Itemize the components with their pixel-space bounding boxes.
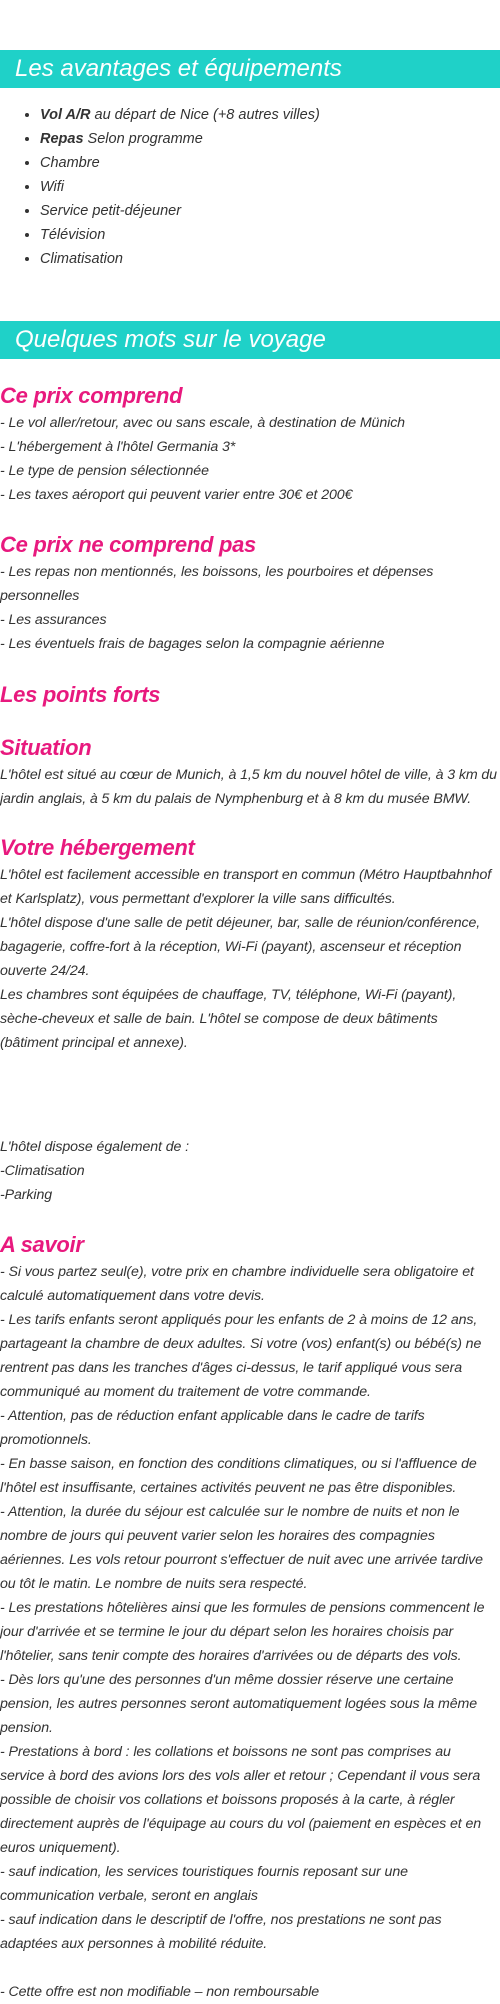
non-refundable-notice: - Cette offre est non modifiable – non remboursable (0, 1984, 320, 2000)
excludes-text: - Les repas non mentionnés, les boissons, les pourboires et dépenses personnelles - Les assurances - Les éventuels frais de bagages selon la compagnie aérienne (0, 564, 434, 652)
amenity-item: • Vol A/R au départ de Nice (+8 autres villes) (40, 103, 320, 127)
highlights-title: Les points forts (0, 682, 161, 707)
accommodation-extra-text: L'hôtel dispose également de : -Climatisation -Parking (0, 1139, 190, 1203)
equipment-heading: Les avantages et équipements (0, 50, 500, 88)
good-to-know-title: A savoir (0, 1232, 84, 1257)
good-to-know-text: - Si vous partez seul(e), votre prix en chambre individuelle sera obligatoire et calculé automatiquement dans votre devis. - Les tarifs enfants seront appliqués pour les enfants de 2 à moins de 12 ans, partageant la chambre de deux adultes. Si votre (vos) enfant(s) ou bébé(s) ne rentrent pas dans les tranches d'âges ci-dessus, le tarif appliqué vous sera communiqué au moment du traitement de votre commande. - Attention, pas de réduction enfant applicable dans le cadre de tarifs promotionnels. - En basse saison, en fonction des conditions climatiques, ou si l'affluence de l'hôtel est insuffisante, certaines activités peuvent ne pas être disponibles. - Attention, la durée du séjour est calculée sur le nombre de nuits et non le nombre de jours qui peuvent varier selon les horaires des compagnies aériennes. Les vols retour pourront s'effectuer de nuit avec une arrivée tardive ou tôt le matin. Le nombre de nuits sera respecté. - Les prestations hôtelières ainsi que les formules de pensions commencent le jour d'arrivée et se termine le jour du départ selon les horaires choisis par l'hôtelier, sans tenir compte des horaires d'arrivées ou de départs des vols. - Dès lors qu'une des personnes d'un même dossier réserve une certaine pension, les autres personnes seront automatiquement logées sous la même pension. - Prestations à bord : les collations et boissons ne sont pas comprises au service à bord des avions lors des vols aller et retour ; Cependant il vous sera possible de choisir vos collations et boissons proposés à la carte, à régler directement auprès de l'équipage au cours du vol (paiement en espèces et en euros uniquement). - sauf indication, les services touristiques fournis reposant sur une communication verbale, seront en anglais - sauf indication dans le descriptif de l'offre, nos prestations ne sont pas adaptées aux personnes à mobilité réduite. (0, 1264, 485, 1952)
amenity-item: • Climatisation (40, 247, 320, 271)
includes-text: - Le vol aller/retour, avec ou sans escale, à destination de Münich - L'hébergement à l'hôtel Germania 3* - Le type de pension sélectionnée - Les taxes aéroport qui peuvent varier entre 30€ et 200€ (0, 415, 405, 503)
accommodation-text: L'hôtel est facilement accessible en transport en commun (Métro Hauptbahnhof et Karlsplatz), vous permettant d'explorer la ville sans difficultés. L'hôtel dispose d'une salle de petit déjeuner, bar, salle de réunion/conférence, bagagerie, coffre-fort à la réception, Wi-Fi (payant), ascenseur et réception ouverte 24/24. Les chambres sont équipées de chauffage, TV, téléphone, Wi-Fi (payant), sèche-cheveux et salle de bain. L'hôtel se compose de deux bâtiments (bâtiment principal et annexe). (0, 867, 492, 1051)
accommodation-title: Votre hébergement (0, 835, 195, 860)
amenity-item: • Chambre (40, 151, 320, 175)
amenity-item: • Service petit-déjeuner (40, 199, 320, 223)
trip-heading: Quelques mots sur le voyage (0, 321, 500, 359)
situation-text: L'hôtel est situé au cœur de Munich, à 1,5 km du nouvel hôtel de ville, à 3 km du jardin anglais, à 5 km du palais de Nymphenburg et à 8 km du musée BMW. (0, 767, 497, 807)
amenity-item: • Télévision (40, 223, 320, 247)
amenities-list (20, 103, 320, 271)
situation-title: Situation (0, 735, 92, 760)
excludes-title: Ce prix ne comprend pas (0, 532, 256, 557)
amenity-item: • Repas Selon programme (40, 127, 320, 151)
includes-title: Ce prix comprend (0, 383, 183, 408)
amenity-item: • Wifi (40, 175, 320, 199)
